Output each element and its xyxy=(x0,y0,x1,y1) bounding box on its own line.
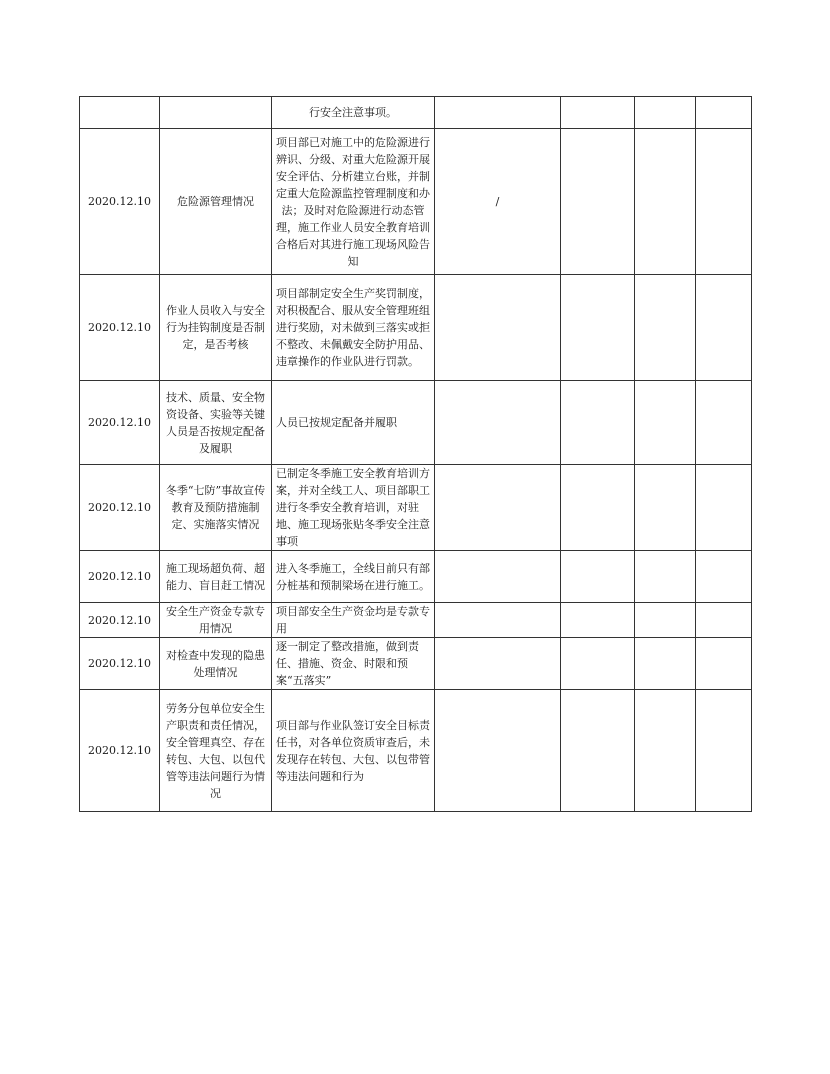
date-cell: 2020.12.10 xyxy=(80,465,160,551)
content-cell: 项目部安全生产资金均是专款专用 xyxy=(272,603,435,638)
item-cell xyxy=(160,97,272,129)
content-cell: 人员已按规定配备并履职 xyxy=(272,381,435,465)
table-row xyxy=(80,690,752,812)
content-cell: 已制定冬季施工安全教育培训方案，并对全线工人、项目部职工进行冬季安全教育培训，对驻地、施工现场张贴冬季安全注意事项 xyxy=(272,465,435,551)
empty-cell xyxy=(696,465,752,551)
result-cell xyxy=(435,465,561,551)
empty-cell xyxy=(561,381,635,465)
content-cell: 项目部制定安全生产奖罚制度，对积极配合、服从安全管理班组进行奖励，对未做到三落实或拒不整改、未佩戴安全防护用品、违章操作的作业队进行罚款。 xyxy=(272,275,435,381)
empty-cell xyxy=(561,603,635,638)
empty-cell xyxy=(561,551,635,603)
table-row xyxy=(80,551,752,603)
result-cell xyxy=(435,275,561,381)
item-cell: 危险源管理情况 xyxy=(160,129,272,275)
content-cell: 项目部与作业队签订安全目标责任书，对各单位资质审查后，未发现存在转包、大包、以包带管等违法问题和行为 xyxy=(272,690,435,812)
table-row xyxy=(80,129,752,275)
date-cell: 2020.12.10 xyxy=(80,603,160,638)
empty-cell xyxy=(561,638,635,690)
empty-cell xyxy=(635,551,696,603)
empty-cell xyxy=(561,97,635,129)
content-cell: 项目部已对施工中的危险源进行辨识、分级、对重大危险源开展安全评估、分析建立台账，并制定重大危险源监控管理制度和办法；及时对危险源进行动态管理，施工作业人员安全教育培训合格后对其进行施工现场风险告知 xyxy=(272,129,435,275)
item-cell: 安全生产资金专款专用情况 xyxy=(160,603,272,638)
item-cell: 施工现场超负荷、超能力、盲目赶工情况 xyxy=(160,551,272,603)
empty-cell xyxy=(696,551,752,603)
date-cell: 2020.12.10 xyxy=(80,638,160,690)
empty-cell xyxy=(696,129,752,275)
item-cell: 作业人员收入与安全行为挂钩制度是否制定，是否考核 xyxy=(160,275,272,381)
date-cell xyxy=(80,97,160,129)
empty-cell xyxy=(696,603,752,638)
empty-cell xyxy=(561,465,635,551)
result-cell xyxy=(435,97,561,129)
date-cell: 2020.12.10 xyxy=(80,381,160,465)
table-row xyxy=(80,97,752,129)
result-cell xyxy=(435,603,561,638)
item-cell: 技术、质量、安全物资设备、实验等关键人员是否按规定配备及履职 xyxy=(160,381,272,465)
empty-cell xyxy=(561,690,635,812)
table-row xyxy=(80,465,752,551)
table-row xyxy=(80,275,752,381)
empty-cell xyxy=(635,129,696,275)
content-cell: 进入冬季施工，全线目前只有部分桩基和预制梁场在进行施工。 xyxy=(272,551,435,603)
date-cell: 2020.12.10 xyxy=(80,551,160,603)
result-cell xyxy=(435,551,561,603)
result-cell xyxy=(435,381,561,465)
empty-cell xyxy=(635,275,696,381)
inspection-table xyxy=(79,96,752,812)
result-cell xyxy=(435,638,561,690)
date-cell: 2020.12.10 xyxy=(80,275,160,381)
empty-cell xyxy=(696,638,752,690)
table-row xyxy=(80,603,752,638)
result-cell: / xyxy=(435,129,561,275)
date-cell: 2020.12.10 xyxy=(80,690,160,812)
empty-cell xyxy=(635,603,696,638)
empty-cell xyxy=(696,97,752,129)
content-cell: 逐一制定了整改措施，做到责任、措施、资金、时限和预案“五落实” xyxy=(272,638,435,690)
item-cell: 对检查中发现的隐患处理情况 xyxy=(160,638,272,690)
empty-cell xyxy=(635,97,696,129)
content-cell: 行安全注意事项。 xyxy=(272,97,435,129)
empty-cell xyxy=(561,275,635,381)
table-row xyxy=(80,638,752,690)
empty-cell xyxy=(696,275,752,381)
empty-cell xyxy=(635,465,696,551)
result-cell xyxy=(435,690,561,812)
table-row xyxy=(80,381,752,465)
item-cell: 冬季“七防”事故宣传教育及预防措施制定、实施落实情况 xyxy=(160,465,272,551)
empty-cell xyxy=(561,129,635,275)
empty-cell xyxy=(696,690,752,812)
item-cell: 劳务分包单位安全生产职责和责任情况，安全管理真空、存在转包、大包、以包代管等违法问题行为情况 xyxy=(160,690,272,812)
empty-cell xyxy=(635,638,696,690)
empty-cell xyxy=(635,690,696,812)
empty-cell xyxy=(696,381,752,465)
empty-cell xyxy=(635,381,696,465)
date-cell: 2020.12.10 xyxy=(80,129,160,275)
